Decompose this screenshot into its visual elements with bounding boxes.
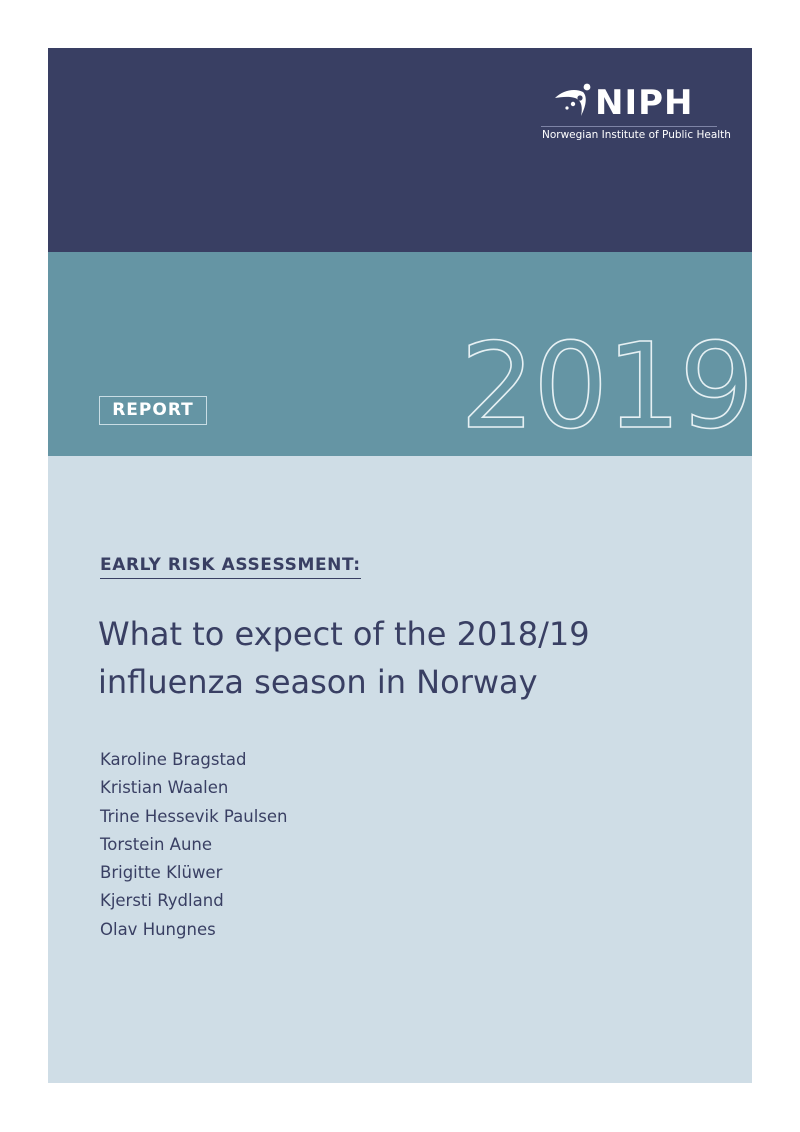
author: Olav Hungnes xyxy=(100,919,216,939)
report-cover xyxy=(48,48,752,1083)
header-band xyxy=(48,48,752,252)
report-type-badge: REPORT xyxy=(99,396,207,425)
author: Kristian Waalen xyxy=(100,778,229,798)
logo-divider xyxy=(541,126,717,127)
logo-wordmark: NIPH xyxy=(595,83,694,123)
author: Kjersti Rydland xyxy=(100,891,224,911)
niph-figure-icon xyxy=(553,82,595,124)
niph-logo xyxy=(542,82,731,142)
author: Karoline Bragstad xyxy=(100,750,247,769)
report-year: 2019 xyxy=(460,317,753,455)
title-line-1: What to expect of the 2018/19 xyxy=(98,615,590,653)
author: Torstein Aune xyxy=(100,834,213,854)
title-line-2: influenza season in Norway xyxy=(98,663,538,701)
author-list xyxy=(100,746,288,944)
author: Trine Hessevik Paulsen xyxy=(100,806,288,826)
report-title xyxy=(98,610,658,706)
report-kicker: EARLY RISK ASSESSMENT: xyxy=(100,555,361,579)
author: Brigitte Klüwer xyxy=(100,863,223,883)
publisher-name: Norwegian Institute of Public Health xyxy=(542,129,731,141)
